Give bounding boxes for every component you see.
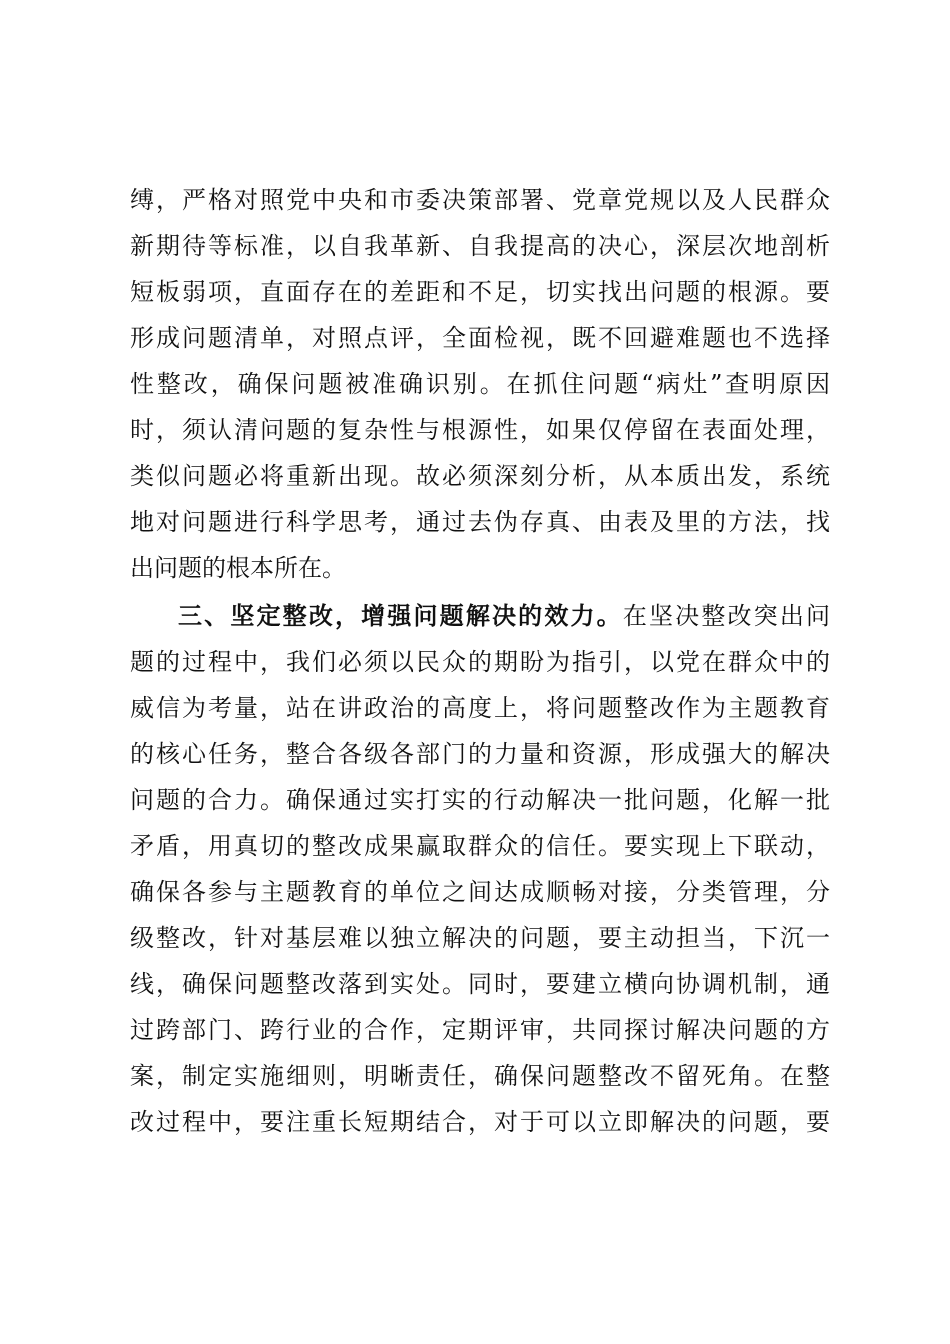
paragraph-2-line: 问题的合力。确保通过实打实的行动解决一批问题，化解一批 bbox=[130, 786, 830, 814]
paragraph-2-line: 矛盾，用真切的整改成果赢取群众的信任。要实现上下联动， bbox=[130, 832, 830, 860]
paragraph-1-line: 缚，严格对照党中央和市委决策部署、党章党规以及人民群众 bbox=[130, 186, 830, 214]
paragraph-2-line: 案，制定实施细则，明晰责任，确保问题整改不留死角。在整 bbox=[130, 1062, 830, 1090]
paragraph-1-line: 类似问题必将重新出现。故必须深刻分析，从本质出发，系统 bbox=[130, 462, 830, 490]
paragraph-2-line: 过跨部门、跨行业的合作，定期评审，共同探讨解决问题的方 bbox=[130, 1016, 830, 1044]
paragraph-1-line: 短板弱项，直面存在的差距和不足，切实找出问题的根源。要 bbox=[130, 278, 830, 306]
paragraph-1-line: 形成问题清单，对照点评，全面检视，既不回避难题也不选择 bbox=[130, 324, 830, 352]
paragraph-2-line: 威信为考量，站在讲政治的高度上，将问题整改作为主题教育 bbox=[130, 694, 830, 722]
paragraph-2-first-line bbox=[178, 596, 830, 636]
paragraph-2-line: 改过程中，要注重长短期结合，对于可以立即解决的问题，要 bbox=[130, 1108, 830, 1136]
paragraph-1-line: 时，须认清问题的复杂性与根源性，如果仅停留在表面处理， bbox=[130, 416, 830, 444]
paragraph-2-line: 线，确保问题整改落到实处。同时，要建立横向协调机制，通 bbox=[130, 970, 830, 998]
paragraph-2-line: 题的过程中，我们必须以民众的期盼为指引，以党在群众中的 bbox=[130, 648, 830, 676]
paragraph-1-line: 新期待等标准，以自我革新、自我提高的决心，深层次地剖析 bbox=[130, 232, 830, 260]
section-heading-continuation: 在坚决整改突出问 bbox=[622, 602, 831, 630]
section-heading: 三、坚定整改，增强问题解决的效力。 bbox=[178, 601, 623, 630]
paragraph-2-line: 的核心任务，整合各级各部门的力量和资源，形成强大的解决 bbox=[130, 740, 830, 768]
paragraph-1-line: 性整改，确保问题被准确识别。在抓住问题“病灶”查明原因 bbox=[130, 370, 830, 398]
paragraph-1-line: 出问题的根本所在。 bbox=[130, 554, 346, 582]
paragraph-2-line: 确保各参与主题教育的单位之间达成顺畅对接，分类管理，分 bbox=[130, 878, 830, 906]
paragraph-1-line: 地对问题进行科学思考，通过去伪存真、由表及里的方法，找 bbox=[130, 508, 830, 536]
paragraph-2-line: 级整改，针对基层难以独立解决的问题，要主动担当，下沉一 bbox=[130, 924, 830, 952]
